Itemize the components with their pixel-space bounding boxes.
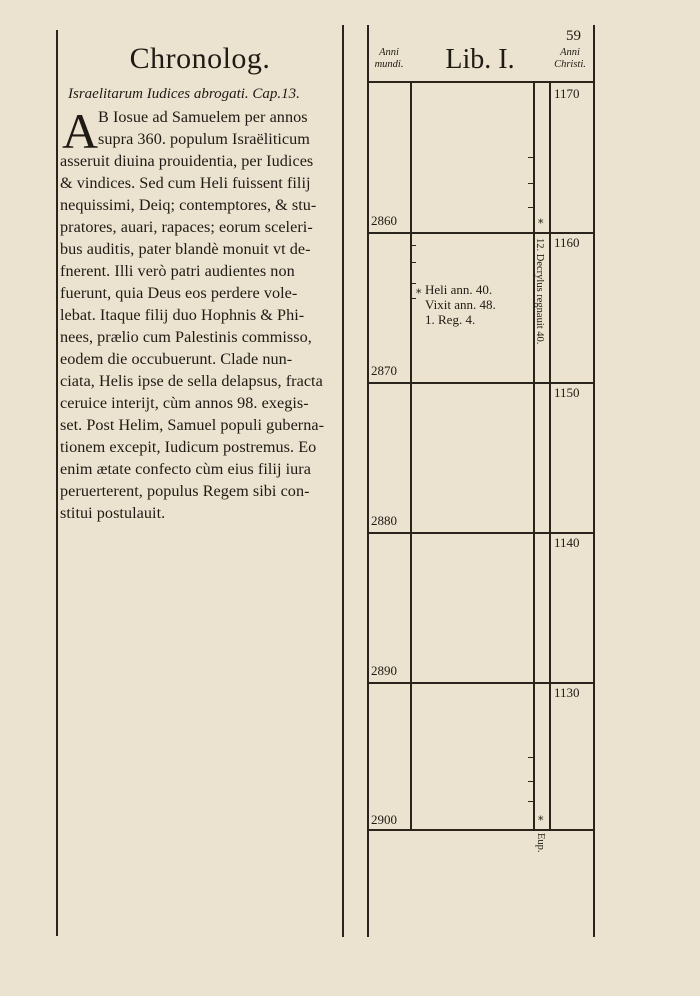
text-line: lebat. Itaque filij duo Hophnis & Phi- xyxy=(60,306,305,324)
text-line: & vindices. Sed cum Heli fuissent filij xyxy=(60,174,311,192)
tick-mark xyxy=(528,207,533,208)
tick-mark xyxy=(411,262,416,263)
mundi-column-rule xyxy=(410,82,412,830)
vertical-note: 12. Decrylus regnauit 40. xyxy=(534,238,545,345)
row-rule xyxy=(367,382,594,384)
tick-mark xyxy=(528,157,533,158)
chapter-heading: Israelitarum Iudices abrogati. Cap.13. xyxy=(68,86,300,102)
page-title: Chronolog. xyxy=(129,42,271,75)
text-line: nees, prælio cum Palestinis commisso, xyxy=(60,328,312,346)
asterisk-marker: * xyxy=(538,814,544,827)
year-mundi: 2880 xyxy=(371,513,397,528)
anni-christi-header xyxy=(548,47,592,71)
year-christi: 1140 xyxy=(554,535,580,550)
text-line: nequissimi, Deiq; contemptores, & stu- xyxy=(60,196,317,214)
heli-note xyxy=(425,282,496,327)
asterisk-marker: * xyxy=(538,217,544,230)
year-christi: 1170 xyxy=(554,86,580,101)
text-line: pratores, auari, rapaces; eorum sceleri- xyxy=(60,218,313,236)
text-line: tionem excepit, Iudicum postremus. Eo xyxy=(60,438,317,456)
tick-mark xyxy=(528,781,533,782)
year-christi: 1130 xyxy=(554,685,580,700)
text-line: enim ætate confecto cùm eius filij iura xyxy=(60,460,311,478)
drop-cap: A xyxy=(62,103,99,159)
row-rule xyxy=(367,532,594,534)
text-line: eodem die occubuerunt. Clade nun- xyxy=(60,350,293,368)
header-rule xyxy=(367,81,594,83)
text-line: asseruit diuina prouidentia, per Iudices xyxy=(60,152,314,170)
year-mundi: 2890 xyxy=(371,663,397,678)
tick-mark xyxy=(528,757,533,758)
text-line: fuerunt, quia Deus eos perdere vole- xyxy=(60,284,298,302)
header-line: mundi. xyxy=(374,59,404,70)
center-rule xyxy=(342,25,344,937)
year-christi: 1160 xyxy=(554,235,580,250)
text-line: bus auditis, pater blandè monuit vt de- xyxy=(60,240,311,258)
header-line: Christi. xyxy=(554,59,586,70)
note-line: 1. Reg. 4. xyxy=(425,312,476,327)
text-line: fnerent. Illi verò patri audientes non xyxy=(60,262,295,280)
bottom-vertical-note: Eup. xyxy=(535,833,546,853)
christi-column-rule xyxy=(549,82,551,830)
row-rule xyxy=(367,232,594,234)
table-left-rule xyxy=(367,25,369,937)
text-line: ciata, Helis ipse de sella delapsus, fracta xyxy=(60,372,323,390)
table-right-rule xyxy=(593,25,595,937)
header-line: Anni xyxy=(560,47,580,58)
text-line: peruerterent, populus Regem sibi con- xyxy=(60,482,310,500)
asterisk-marker: * xyxy=(416,287,422,300)
page-number: 59 xyxy=(566,28,581,44)
events-column-rule xyxy=(533,82,535,830)
tick-mark xyxy=(528,183,533,184)
year-mundi: 2900 xyxy=(371,812,397,827)
tick-mark xyxy=(528,801,533,802)
text-line: set. Post Helim, Samuel populi guberna- xyxy=(60,416,325,434)
text-line: B Iosue ad Samuelem per annos xyxy=(98,108,308,126)
left-margin-rule xyxy=(56,30,58,936)
row-rule xyxy=(367,829,594,831)
year-mundi: 2870 xyxy=(371,363,397,378)
text-line: supra 360. populum Israëliticum xyxy=(98,130,310,148)
note-line: Heli ann. 40. xyxy=(425,282,493,297)
tick-mark xyxy=(411,283,416,284)
text-line: stitui postulauit. xyxy=(60,504,166,522)
year-mundi: 2860 xyxy=(371,213,397,228)
header-line: Anni xyxy=(379,47,399,58)
row-rule xyxy=(367,682,594,684)
anni-mundi-header xyxy=(370,47,408,71)
text-line: ceruice interijt, cùm annos 98. exegis- xyxy=(60,394,309,412)
year-christi: 1150 xyxy=(554,385,580,400)
note-line: Vixit ann. 48. xyxy=(425,297,496,312)
tick-mark xyxy=(411,245,416,246)
book-heading: Lib. I. xyxy=(445,44,515,75)
